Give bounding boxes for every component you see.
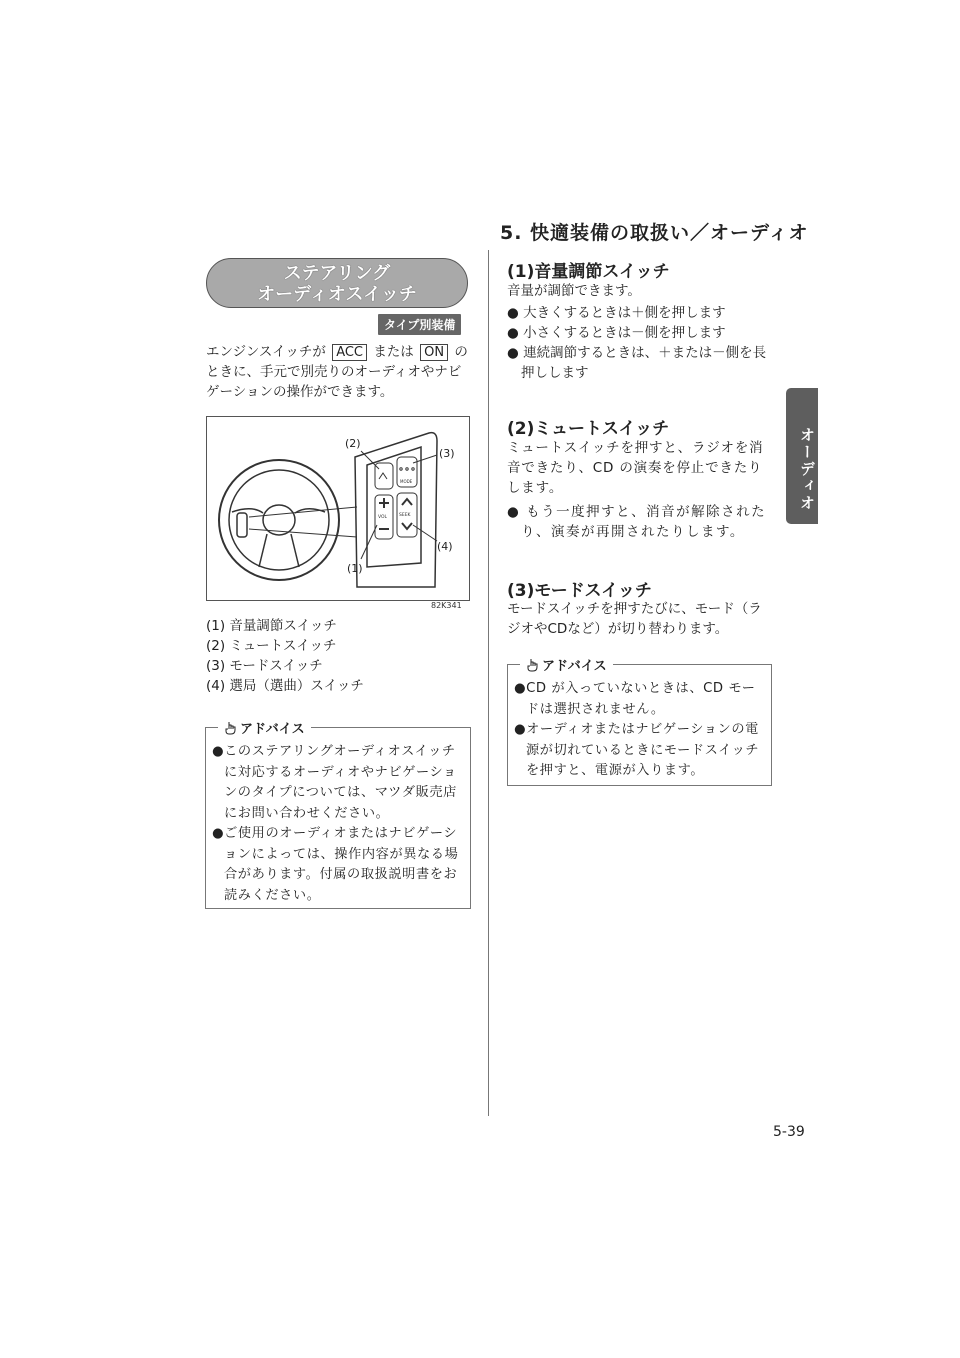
callout-2: (2) [345,437,361,450]
section-header-line1: ステアリング [283,263,391,284]
volume-switch-bullets [507,303,772,383]
intro-paragraph [206,342,470,402]
legend-item: (3) モードスイッチ [206,658,323,674]
mode-switch-desc: モードスイッチを押すたびに、モード（ラジオやCDなど）が切り替わります。 [507,601,762,637]
mute-switch-heading: (2)ミュートスイッチ [507,419,670,439]
steering-switch-figure [206,416,470,601]
bullet-item: ● 連続調節するときは、＋または－側を長押しします [507,345,767,381]
advice-item: ●オーディオまたはナビゲーションの電源が切れているときにモードスイッチを押すと、電源が入ります。 [514,722,760,778]
advice-label-right [520,655,613,674]
volume-switch-desc: 音量が調節できます。 [507,283,641,299]
advice-label-text: アドバイス [240,722,305,737]
chapter-title: 5. 快適装備の取扱い／オーディオ [500,222,809,244]
steering-wheel-illustration [207,417,469,600]
mute-switch-bullets [507,502,772,542]
bullet-item: ● もう一度押すと、消音が解除されたり、演奏が再開されたりします。 [507,504,767,540]
legend-item: (2) ミュートスイッチ [206,638,337,654]
volume-switch-heading: (1)音量調節スイッチ [507,262,670,282]
pointing-hand-icon [224,721,238,735]
callout-3: (3) [439,447,455,460]
intro-text-2: または [373,344,414,360]
figure-legend [206,616,364,696]
advice-label-text: アドバイス [542,659,607,674]
advice-item: ●このステアリングオーディオスイッチに対応するオーディオやナビゲーションのタイプについては、マツダ販売店にお問い合わせください。 [212,744,457,821]
advice-item: ●CD が入っていないときは、CD モードは選択されません。 [514,681,756,717]
column-divider [488,250,489,1116]
bullet-item: ● 大きくするときは＋側を押します [507,305,726,321]
callout-1: (1) [347,562,363,575]
page-number: 5-39 [773,1124,805,1140]
advice-item: ●ご使用のオーディオまたはナビゲーションによっては、操作内容が異なる場合があります。付属の取扱説明書をお読みください。 [212,826,459,903]
mute-switch-desc: ミュートスイッチを押すと、ラジオを消音できたり、CD の演奏を停止できたりします。 [507,440,764,496]
chapter-side-tab[interactable]: オーディオ [786,388,818,524]
key-acc-box: ACC [332,344,367,361]
figure-code: 82K341 [431,601,462,610]
mode-switch-label: MODE [400,479,413,484]
type-badge: タイプ別装備 [378,314,461,335]
seek-switch-label: SEEK [399,513,411,518]
section-header [206,258,468,308]
bullet-item: ● 小さくするときは－側を押します [507,325,726,341]
advice-box-left [205,722,471,909]
steering-wheel-icon [219,460,339,580]
legend-item: (1) 音量調節スイッチ [206,618,337,634]
advice-box-right [507,659,772,786]
pointing-hand-icon [526,658,540,672]
intro-text-1: エンジンスイッチが [206,344,326,360]
key-on-box: ON [420,344,448,361]
advice-label-left [218,718,311,737]
intro-text-3: のときに、手元で別売りのオーディオやナビゲーションの操作ができます。 [206,344,468,400]
legend-item: (4) 選局（選曲）スイッチ [206,678,364,694]
mute-button-icon [375,463,393,489]
section-header-line2: オーディオスイッチ [257,284,417,305]
switch-panel [355,433,437,587]
callout-4: (4) [437,540,453,553]
vol-switch-label: VOL [378,515,388,520]
mode-switch-heading: (3)モードスイッチ [507,581,652,601]
